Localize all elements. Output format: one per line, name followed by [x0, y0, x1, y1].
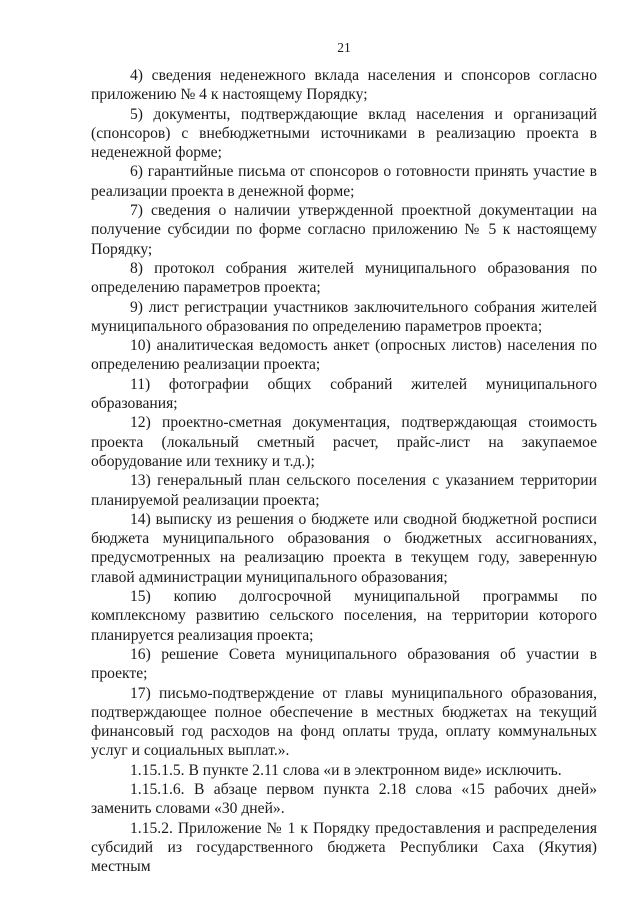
paragraph-1-15-1-6: 1.15.1.6. В абзаце первом пункта 2.18 слова «15 рабочих дней» заменить словами «30 дней». [91, 780, 597, 818]
paragraph-item-9: 9) лист регистрации участников заключительного собрания жителей муниципального образования по определению параметров проекта; [91, 298, 597, 335]
paragraph-item-16: 16) решение Совета муниципального образования об участии в проекте; [91, 645, 597, 683]
paragraph-item-11: 11) фотографии общих собраний жителей муниципального образования; [91, 375, 597, 413]
paragraph-item-6: 6) гарантийные письма от спонсоров о готовности принять участие в реализации проекта в денежной форме; [91, 163, 597, 200]
paragraph-item-15: 15) копию долгосрочной муниципальной программы по комплексному развитию сельского поселения, на территории которого планируется реализация проекта; [91, 588, 597, 644]
document-body [91, 66, 597, 876]
paragraph-item-8: 8) протокол собрания жителей муниципального образования по определению параметров проекта; [91, 259, 597, 297]
paragraph-1-15-2: 1.15.2. Приложение № 1 к Порядку предоставления и распределения субсидий из государственного бюджета Республики Саха (Якутия) местным [91, 819, 597, 876]
paragraph-item-12: 12) проектно-сметная документация, подтверждающая стоимость проекта (локальный сметный расчет, прайс-лист на закупаемое оборудование или технику и т.д.); [91, 414, 597, 470]
paragraph-item-5: 5) документы, подтверждающие вклад населения и организаций (спонсоров) с внебюджетными источниками в реализацию проекта в неденежной форме; [91, 105, 597, 162]
paragraph-item-14: 14) выписку из решения о бюджете или сводной бюджетной росписи бюджета муниципального образования о бюджетных ассигнованиях, предусмотренных на реализацию проекта в текущем году, заверенную главой администрации муниципального образования; [91, 510, 597, 586]
paragraph-item-4: 4) сведения неденежного вклада населения и спонсоров согласно приложению № 4 к настоящему Порядку; [91, 67, 597, 104]
paragraph-1-15-1-5: 1.15.1.5. В пункте 2.11 слова «и в электронном виде» исключить. [130, 761, 562, 779]
paragraph-item-13: 13) генеральный план сельского поселения с указанием территории планируемой реализации проекта; [91, 472, 597, 509]
page-number: 21 [337, 40, 351, 55]
paragraph-item-10: 10) аналитическая ведомость анкет (опросных листов) населения по определению реализации проекта; [91, 337, 597, 374]
paragraph-item-17: 17) письмо-подтверждение от главы муниципального образования, подтверждающее полное обеспечение в местных бюджетах на текущий финансовый год расходов на фонд оплаты труда, оплату коммунальных услуг и социальных выплат.». [91, 684, 597, 760]
paragraph-item-7: 7) сведения о наличии утвержденной проектной документации на получение субсидии по форме согласно приложению № 5 к настоящему Порядку; [91, 202, 597, 258]
